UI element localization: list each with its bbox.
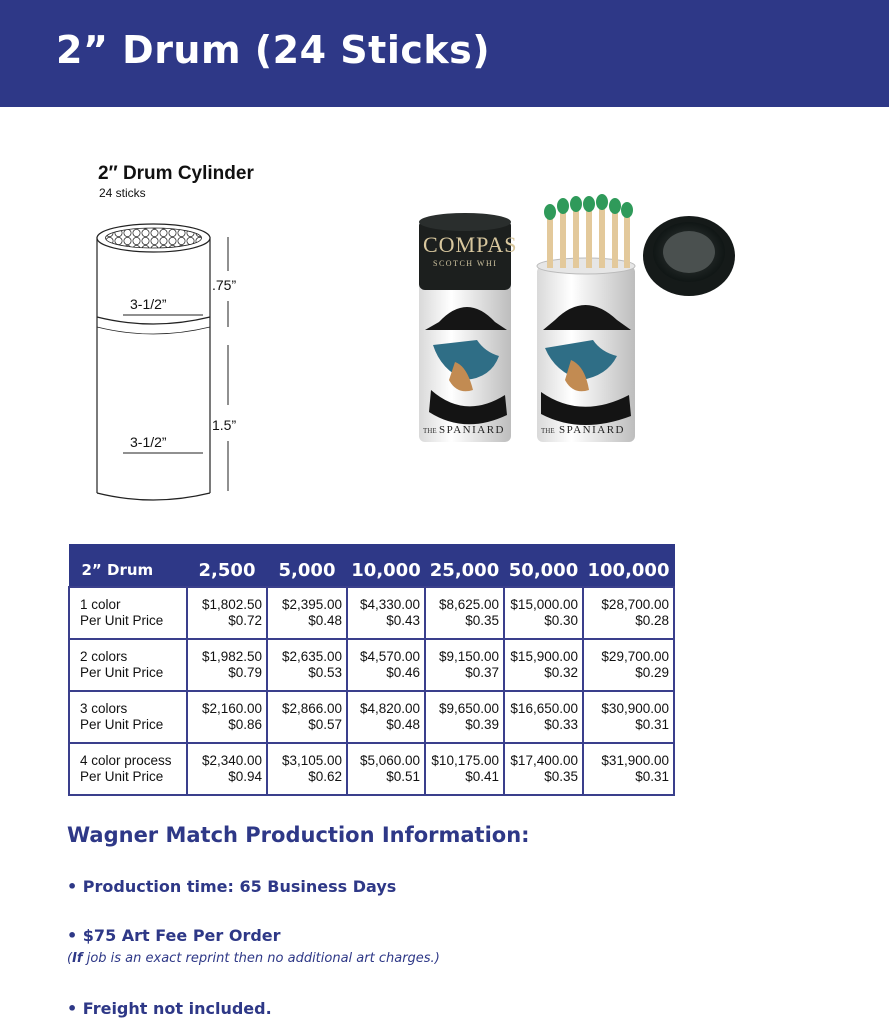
row-label: 2 colors: [80, 648, 128, 664]
reprint-note: [67, 951, 440, 966]
freight-bullet: • Freight not included.: [67, 999, 272, 1018]
row-label: 4 color process: [80, 752, 172, 768]
column-header: 2,500: [187, 545, 267, 587]
total-price: $4,570.00: [359, 648, 420, 664]
lid-height-label: .75”: [212, 277, 237, 293]
unit-price: $0.31: [635, 716, 669, 732]
row-label-cell: [69, 743, 187, 795]
row-sublabel: Per Unit Price: [80, 664, 164, 680]
unit-price: $0.35: [465, 612, 499, 628]
diagram-subtitle: 24 sticks: [99, 186, 146, 200]
unit-price: $0.62: [308, 768, 342, 784]
total-price: $30,900.00: [601, 700, 669, 716]
diagram-title: 2″ Drum Cylinder: [98, 163, 254, 184]
total-price: $5,060.00: [359, 752, 420, 768]
base-height-label: 1.5”: [212, 417, 237, 433]
total-price: $29,700.00: [601, 648, 669, 664]
row-label: 3 colors: [80, 700, 128, 716]
unit-price: $0.32: [544, 664, 578, 680]
row-sublabel: Per Unit Price: [80, 768, 164, 784]
total-price: $8,625.00: [438, 596, 499, 612]
unit-price: $0.31: [635, 768, 669, 784]
title-banner: [0, 0, 889, 107]
row-header: 2” Drum: [69, 545, 187, 587]
column-header: 5,000: [267, 545, 347, 587]
note-if: If: [72, 951, 83, 966]
price-cell: [504, 691, 583, 743]
lid-width-label: 3-1/2”: [130, 296, 167, 312]
unit-price: $0.28: [635, 612, 669, 628]
total-price: $28,700.00: [601, 596, 669, 612]
price-cell: [425, 743, 504, 795]
unit-price: $0.39: [465, 716, 499, 732]
total-price: $2,635.00: [281, 648, 342, 664]
price-cell: [347, 691, 425, 743]
unit-price: $0.57: [308, 716, 342, 732]
price-cell: [504, 743, 583, 795]
total-price: $15,000.00: [510, 596, 578, 612]
production-time-bullet: • Production time: 65 Business Days: [67, 877, 397, 896]
price-cell: [425, 587, 504, 639]
total-price: $4,820.00: [359, 700, 420, 716]
row-label-cell: [69, 587, 187, 639]
column-header: 100,000: [583, 545, 674, 587]
unit-price: $0.86: [228, 716, 262, 732]
price-cell: [583, 691, 674, 743]
row-sublabel: Per Unit Price: [80, 716, 164, 732]
row-label: 1 color: [80, 596, 121, 612]
column-header: 10,000: [347, 545, 425, 587]
price-cell: [347, 743, 425, 795]
total-price: $9,650.00: [438, 700, 499, 716]
note-close-paren: ): [434, 951, 440, 966]
price-cell: [267, 587, 347, 639]
unit-price: $0.35: [544, 768, 578, 784]
total-price: $1,982.50: [201, 648, 262, 664]
row-label-cell: [69, 691, 187, 743]
unit-price: $0.94: [228, 768, 262, 784]
price-cell: [504, 587, 583, 639]
unit-price: $0.41: [465, 768, 499, 784]
price-cell: [347, 639, 425, 691]
note-open-paren: (: [67, 951, 73, 966]
unit-price: $0.72: [228, 612, 262, 628]
total-price: $1,802.50: [201, 596, 262, 612]
column-header: 25,000: [425, 545, 504, 587]
unit-price: $0.33: [544, 716, 578, 732]
column-header: 50,000: [504, 545, 583, 587]
table-row: [69, 691, 674, 743]
price-cell: [187, 691, 267, 743]
table-row: [69, 639, 674, 691]
cylinder-dimension-diagram: [60, 205, 290, 505]
price-cell: [267, 743, 347, 795]
price-cell: [425, 691, 504, 743]
unit-price: $0.48: [308, 612, 342, 628]
total-price: $2,340.00: [201, 752, 262, 768]
brand-subtext: SCOTCH WHI: [433, 259, 498, 268]
unit-price: $0.51: [386, 768, 420, 784]
price-cell: [187, 587, 267, 639]
table-row: [69, 743, 674, 795]
product-text-right: SPANIARD: [559, 424, 626, 436]
product-prefix-right: THE: [541, 427, 555, 435]
product-photo: [395, 180, 775, 480]
page-title: 2” Drum (24 Sticks): [56, 28, 491, 72]
product-prefix-left: THE: [423, 427, 437, 435]
base-width-label: 3-1/2”: [130, 434, 167, 450]
total-price: $17,400.00: [510, 752, 578, 768]
price-cell: [347, 587, 425, 639]
total-price: $2,866.00: [281, 700, 342, 716]
price-cell: [425, 639, 504, 691]
price-cell: [583, 639, 674, 691]
row-label-cell: [69, 639, 187, 691]
unit-price: $0.53: [308, 664, 342, 680]
price-cell: [504, 639, 583, 691]
total-price: $15,900.00: [510, 648, 578, 664]
table-row: [69, 587, 674, 639]
note-text: job is an exact reprint then no additional art charges.: [82, 951, 435, 966]
unit-price: $0.37: [465, 664, 499, 680]
total-price: $4,330.00: [359, 596, 420, 612]
unit-price: $0.46: [386, 664, 420, 680]
price-cell: [187, 639, 267, 691]
total-price: $16,650.00: [510, 700, 578, 716]
unit-price: $0.30: [544, 612, 578, 628]
art-fee-bullet: • $75 Art Fee Per Order: [67, 926, 281, 945]
row-sublabel: Per Unit Price: [80, 612, 164, 628]
table-header-row: [69, 545, 674, 587]
brand-text: COMPAS: [423, 232, 518, 257]
unit-price: $0.79: [228, 664, 262, 680]
total-price: $10,175.00: [431, 752, 499, 768]
total-price: $9,150.00: [438, 648, 499, 664]
price-table: [68, 544, 675, 796]
price-cell: [583, 743, 674, 795]
unit-price: $0.29: [635, 664, 669, 680]
match-sticks: [544, 194, 633, 268]
price-cell: [187, 743, 267, 795]
production-info-title: Wagner Match Production Information:: [67, 823, 530, 847]
product-text-left: SPANIARD: [439, 424, 506, 436]
price-cell: [267, 639, 347, 691]
total-price: $2,395.00: [281, 596, 342, 612]
unit-price: $0.43: [386, 612, 420, 628]
unit-price: $0.48: [386, 716, 420, 732]
total-price: $3,105.00: [281, 752, 342, 768]
price-cell: [267, 691, 347, 743]
total-price: $31,900.00: [601, 752, 669, 768]
total-price: $2,160.00: [201, 700, 262, 716]
price-cell: [583, 587, 674, 639]
